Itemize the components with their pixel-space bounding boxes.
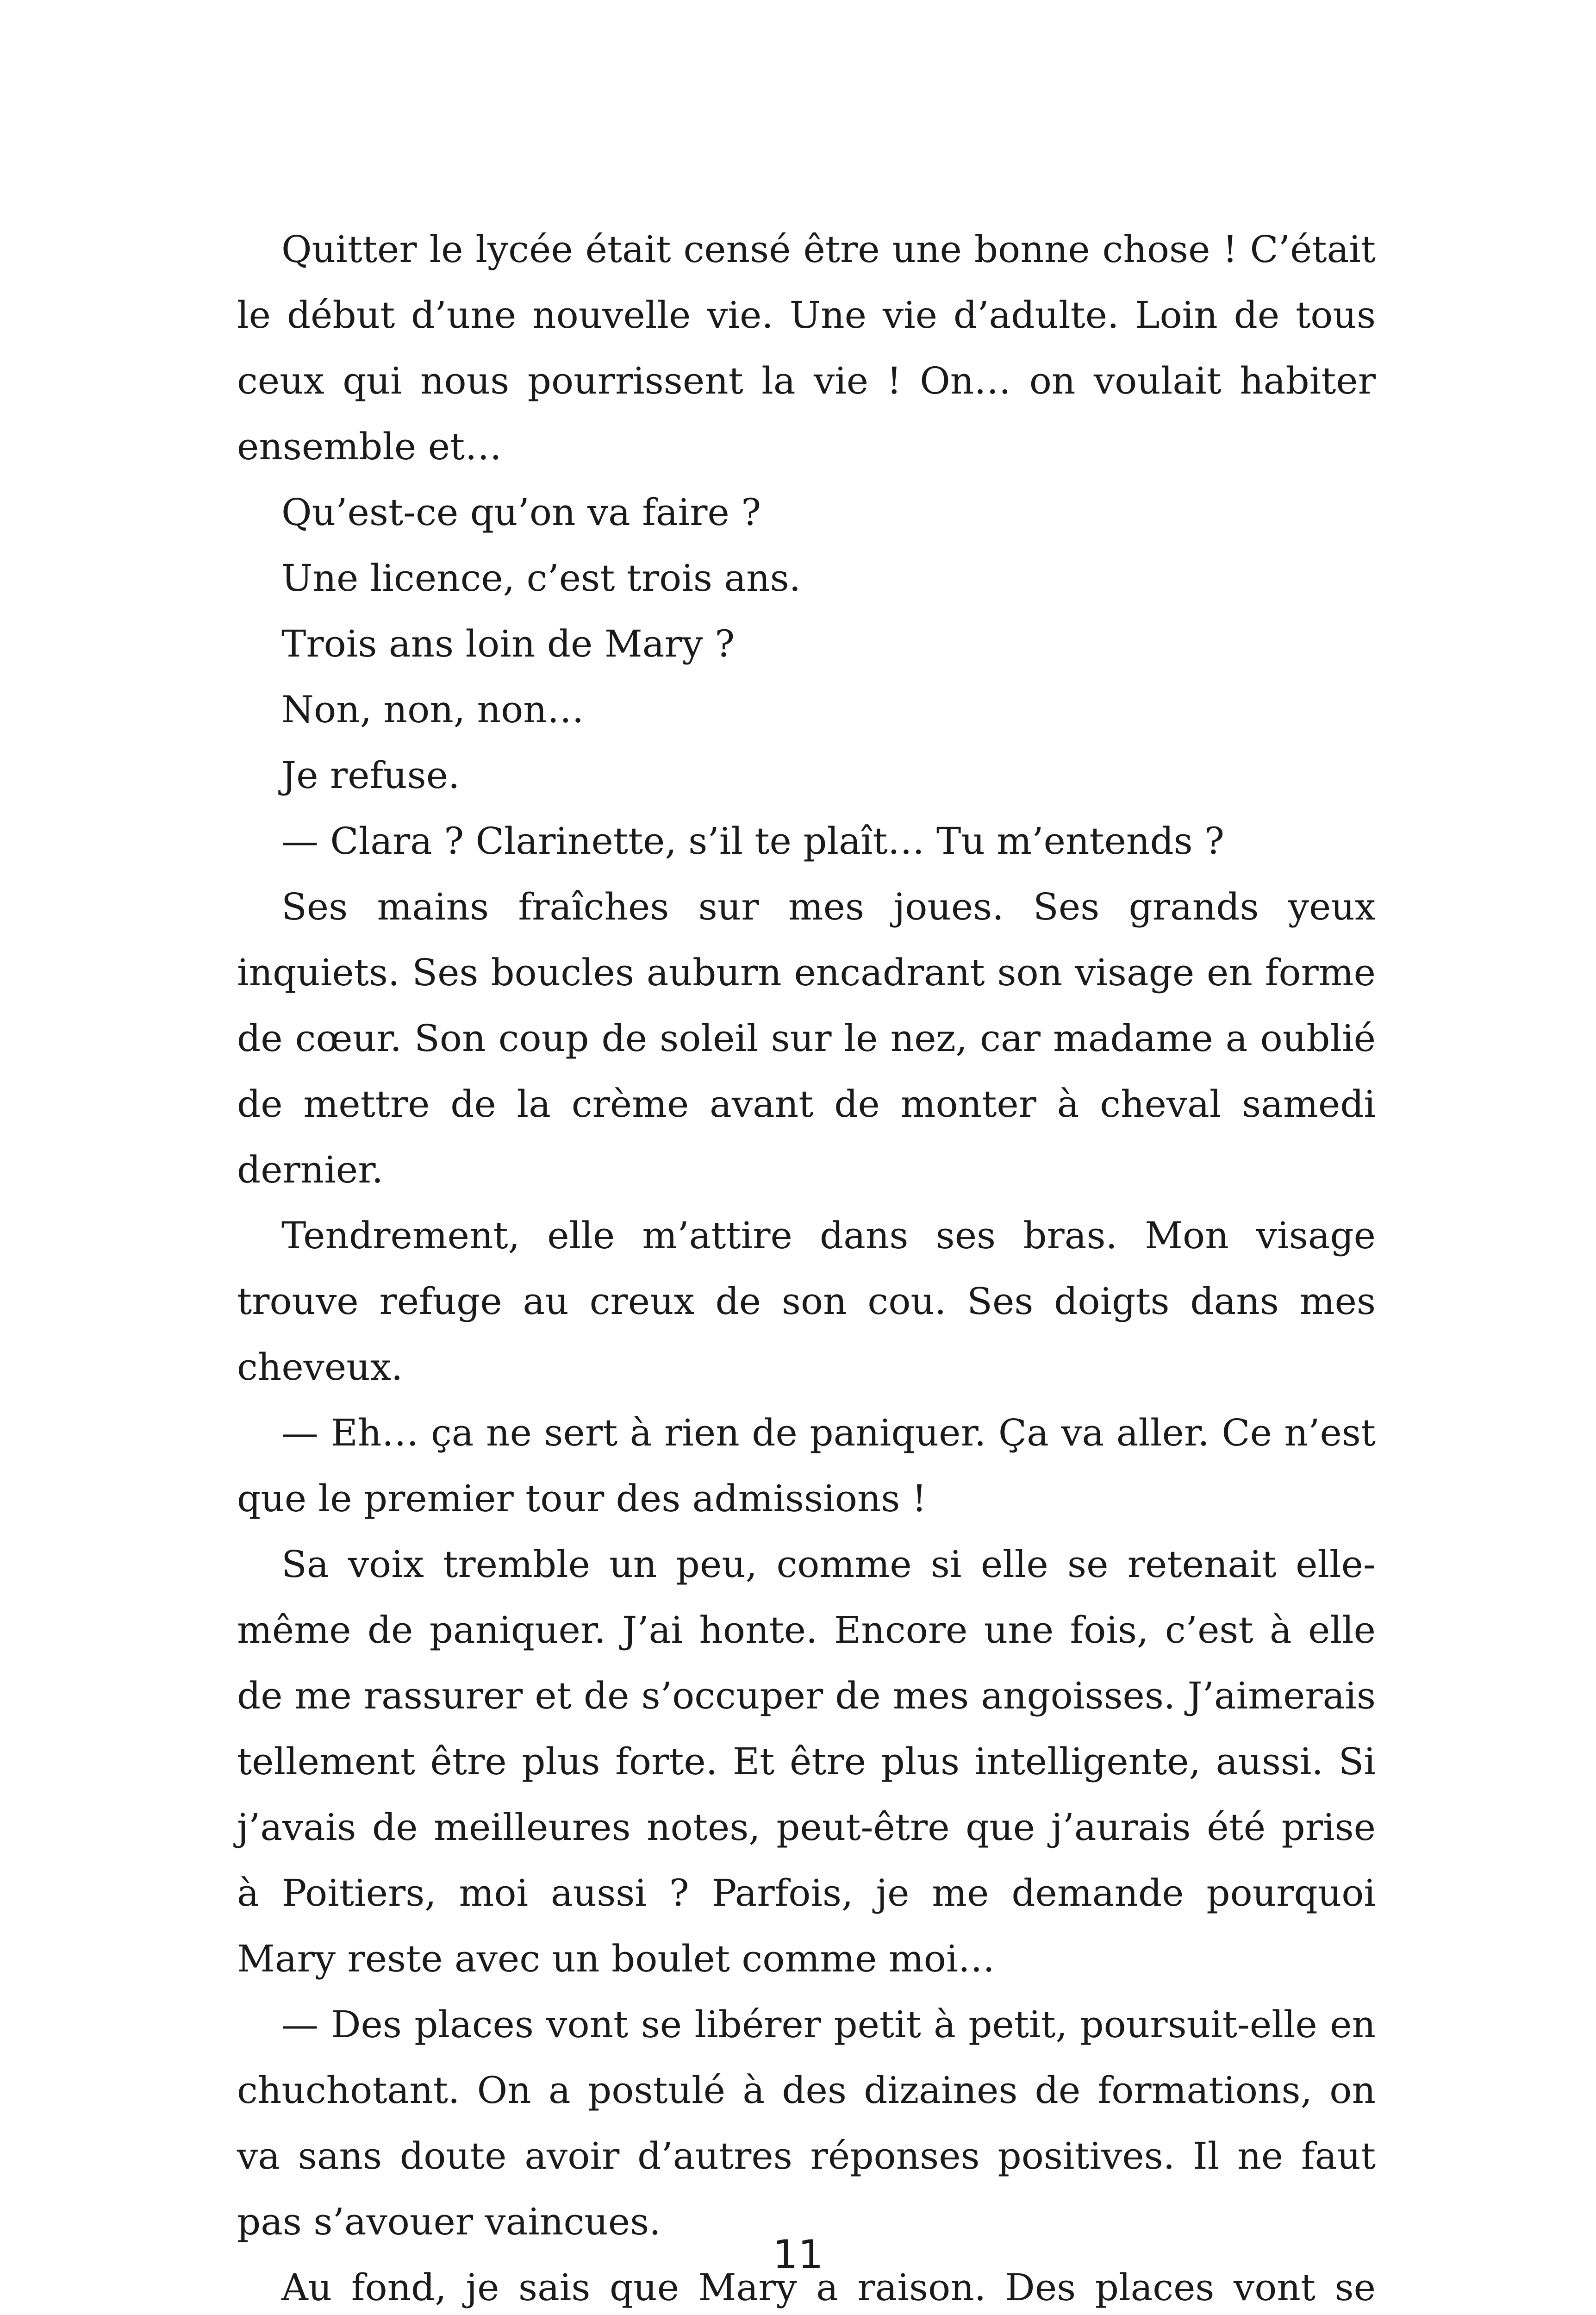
- paragraph: Je refuse.: [281, 754, 460, 797]
- paragraph: Sa voix tremble un peu, comme si elle se retenait elle-même de paniquer. J’ai honte. Encore une fois, c’est à elle de me rassurer et de s’occuper de mes angoisses. J’aimerais tellement être plus forte. Et être plus intelligente, aussi. Si j’avais de meilleures notes, peut-être que j’aurais été prise à Poitiers, moi aussi ? Parfois, je me demande pourquoi Mary reste avec un boulet comme moi…: [237, 1543, 1376, 1980]
- paragraph: Tendrement, elle m’attire dans ses bras. Mon visage trouve refuge au creux de son cou. Ses doigts dans mes cheveux.: [237, 1214, 1376, 1389]
- paragraph: Quitter le lycée était censé être une bonne chose ! C’était le début d’une nouvelle vie. Une vie d’adulte. Loin de tous ceux qui nous pourrissent la vie ! On… on voulait habiter ensemble et…: [237, 228, 1376, 468]
- body-text: [237, 217, 1376, 2315]
- dialogue-paragraph: — Des places vont se libérer petit à petit, poursuit-elle en chuchotant. On a postulé à des dizaines de formations, on va sans doute avoir d’autres réponses positives. Il ne faut pas s’avouer vaincues.: [237, 2003, 1376, 2243]
- page-number: 11: [773, 2232, 823, 2278]
- paragraph: Qu’est-ce qu’on va faire ?: [281, 491, 761, 534]
- paragraph: Une licence, c’est trois ans.: [281, 557, 801, 600]
- dialogue-paragraph: — Eh… ça ne sert à rien de paniquer. Ça va aller. Ce n’est que le premier tour des admissions !: [237, 1411, 1376, 1520]
- paragraph: Au fond, je sais que Mary a raison. Des places vont se: [281, 2266, 1376, 2309]
- dialogue-paragraph: — Clara ? Clarinette, s’il te plaît… Tu m’entends ?: [281, 820, 1225, 863]
- paragraph: Trois ans loin de Mary ?: [281, 622, 735, 665]
- paragraph: Non, non, non…: [281, 688, 584, 731]
- paragraph: Ses mains fraîches sur mes joues. Ses grands yeux inquiets. Ses boucles auburn encadrant son visage en forme de cœur. Son coup de soleil sur le nez, car madame a oublié de mettre de la crème avant de monter à cheval samedi dernier.: [237, 885, 1376, 1191]
